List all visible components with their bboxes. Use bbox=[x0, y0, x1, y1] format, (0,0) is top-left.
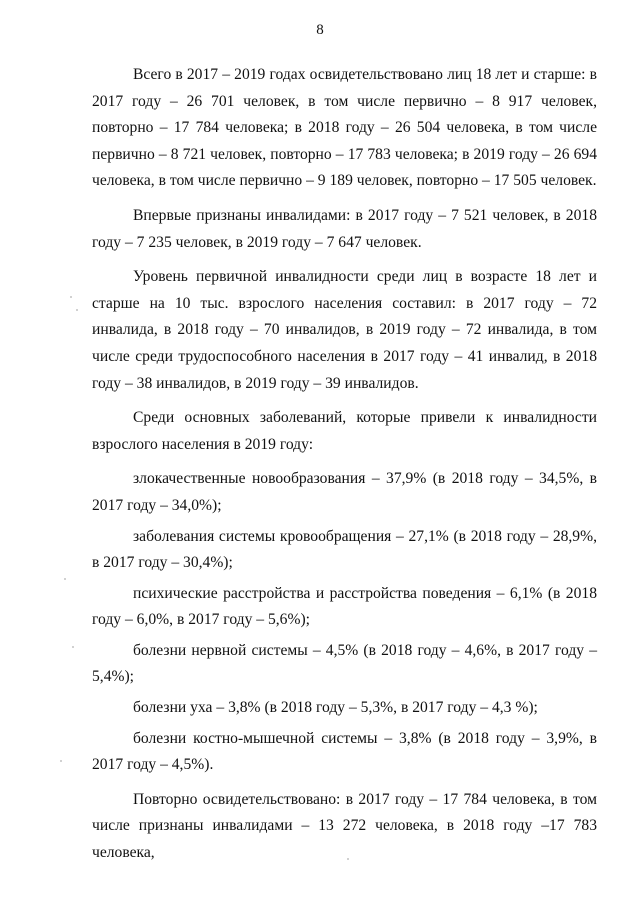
paragraph-examined-total: Всего в 2017 – 2019 годах освидетельствовано лиц 18 лет и старше: в 2017 году – 26 701 человек, в том числе первично – 8 917 человек, повторно – 17 784 человека; в 2018 году – 26 504 человека, в том числе первично – 8 721 человек, повторно – 17 783 человека; в 2019 году – 26 694 человека, в том числе первично – 9 189 человек, повторно – 17 505 человек. bbox=[92, 66, 597, 190]
list-item-mental-disorders: психические расстройства и расстройства поведения – 6,1% (в 2018 году – 6,0%, в 2017 году – 5,6%); bbox=[92, 584, 597, 629]
page-number: 8 bbox=[316, 22, 324, 38]
scan-speck bbox=[64, 578, 66, 580]
paragraph-first-time-disabled: Впервые признаны инвалидами: в 2017 году – 7 521 человек, в 2018 году – 7 235 человек, в 2019 году – 7 647 человек. bbox=[92, 206, 597, 251]
paragraph-primary-disability-rate: Уровень первичной инвалидности среди лиц в возрасте 18 лет и старше на 10 тыс. взрослого населения составил: в 2017 году – 72 инвалида, в 2018 году – 70 инвалидов, в 2019 году – 72 инвалида, в том числе среди трудоспособного населения в 2017 году – 41 инвалид, в 2018 году – 38 инвалидов, в 2019 году – 39 инвалидов. bbox=[92, 268, 597, 392]
document-body bbox=[92, 62, 597, 867]
paragraph-re-examined: Повторно освидетельствовано: в 2017 году – 17 784 человека, в том числе признаны инвалидами – 13 272 человека, в 2018 году –17 783 человека, bbox=[92, 790, 597, 862]
list-item-circulatory-diseases: заболевания системы кровообращения – 27,1% (в 2018 году – 28,9%, в 2017 году – 30,4%); bbox=[92, 527, 597, 572]
paragraph-main-diseases-intro: Среди основных заболеваний, которые привели к инвалидности взрослого населения в 2019 году: bbox=[92, 409, 597, 453]
scan-speck bbox=[60, 760, 62, 762]
list-item-ear-diseases: болезни уха – 3,8% (в 2018 году – 5,3%, в 2017 году – 4,3 %); bbox=[133, 699, 538, 717]
scan-speck bbox=[347, 858, 349, 860]
list-item-nervous-system: болезни нервной системы – 4,5% (в 2018 году – 4,6%, в 2017 году – 5,4%); bbox=[92, 641, 597, 686]
list-item-musculoskeletal: болезни костно-мышечной системы – 3,8% (в 2018 году – 3,9%, в 2017 году – 4,5%). bbox=[92, 729, 597, 774]
scan-speck bbox=[72, 646, 74, 648]
scan-speck bbox=[76, 309, 78, 311]
scan-speck bbox=[70, 296, 72, 298]
list-item-malignant-neoplasms: злокачественные новообразования – 37,9% (в 2018 году – 34,5%, в 2017 году – 34,0%); bbox=[92, 470, 597, 514]
